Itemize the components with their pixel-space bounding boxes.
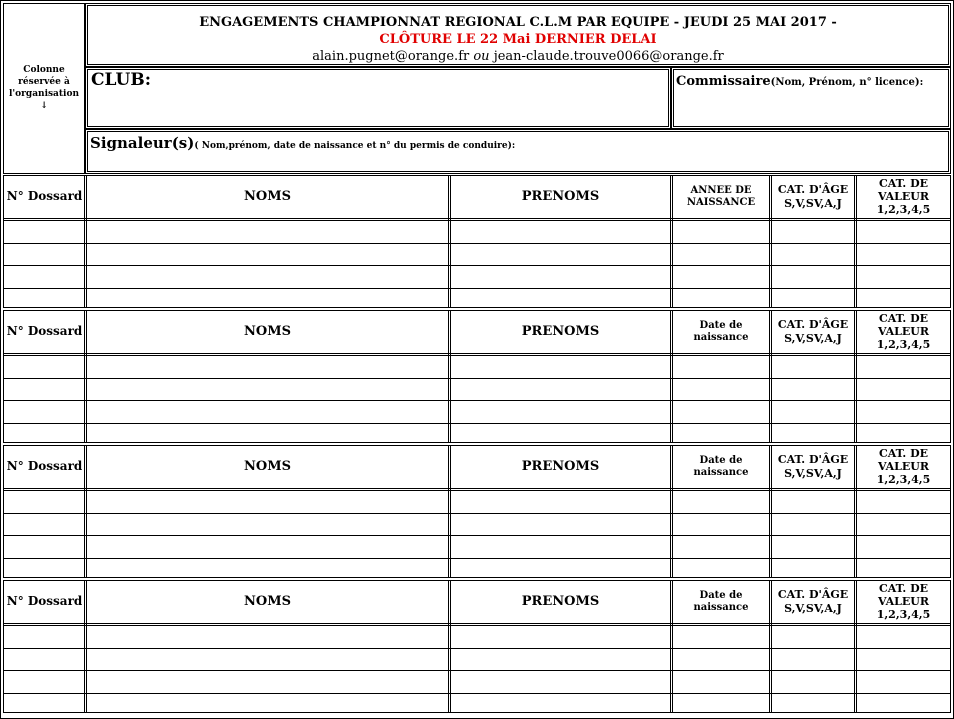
signaleur-hint: ( Nom,prénom, date de naissance et n° du permis de conduire): [194, 141, 516, 151]
entry-cell-date[interactable] [673, 559, 769, 580]
column-header-prenoms [451, 446, 670, 487]
reserved-column-box [3, 3, 85, 174]
email-1[interactable]: alain.pugnet@orange.fr [312, 49, 470, 64]
entry-cell-cat-age[interactable] [772, 266, 854, 287]
column-header-text: CAT. D'ÂGE [777, 453, 849, 467]
entry-cell-cat-age[interactable] [772, 379, 854, 400]
entry-cell-cat-valeur[interactable] [857, 266, 950, 287]
arrow-down-icon: ↓ [40, 101, 48, 111]
reserved-note-line2: réservée à [18, 77, 70, 87]
entry-cell-cat-valeur[interactable] [857, 649, 950, 670]
column-header-cat-age [772, 581, 854, 622]
entry-cell-cat-valeur[interactable] [857, 536, 950, 557]
entry-cell-prenoms[interactable] [451, 514, 670, 535]
contact-emails [88, 49, 948, 64]
entry-cell-cat-age[interactable] [772, 649, 854, 670]
column-header-text: CAT. D'ÂGE [777, 183, 849, 197]
entry-cell-date[interactable] [673, 289, 769, 310]
entry-cell-noms[interactable] [87, 559, 448, 580]
column-header-noms [87, 311, 448, 352]
entry-cell-noms[interactable] [87, 671, 448, 692]
column-header-text: VALEUR [877, 189, 930, 203]
column-header-dossard [5, 446, 84, 487]
entry-cell-cat-valeur[interactable] [857, 356, 950, 377]
column-header-text: 1,2,3,4,5 [876, 203, 931, 217]
entry-cell-prenoms[interactable] [451, 424, 670, 445]
entry-cell-cat-valeur[interactable] [857, 401, 950, 422]
entry-cell-dossard[interactable] [5, 379, 84, 400]
entry-cell-noms[interactable] [87, 649, 448, 670]
email-2[interactable]: jean-claude.trouve0066@orange.fr [493, 49, 724, 64]
entry-cell-date[interactable] [673, 514, 769, 535]
column-header-text: CAT. DE [878, 311, 929, 325]
entry-cell-cat-age[interactable] [772, 221, 854, 242]
entry-cell-prenoms[interactable] [451, 356, 670, 377]
column-header-text: N° Dossard [6, 324, 83, 339]
entry-cell-dossard[interactable] [5, 514, 84, 535]
entry-cell-cat-valeur[interactable] [857, 559, 950, 580]
entry-cell-date[interactable] [673, 671, 769, 692]
column-header-text: CAT. DE [878, 176, 929, 190]
column-header-text: S,V,SV,A,J [784, 601, 842, 615]
column-header-date [673, 446, 769, 487]
reserved-note-line3: l'organisation [8, 89, 80, 99]
column-header-text: 1,2,3,4,5 [876, 608, 931, 622]
entry-cell-dossard[interactable] [5, 289, 84, 310]
column-header-dossard [5, 311, 84, 352]
entry-cell-prenoms[interactable] [451, 694, 670, 715]
column-header-text: CAT. D'ÂGE [777, 588, 849, 602]
entry-cell-dossard[interactable] [5, 491, 84, 512]
column-header-text: CAT. DE [878, 581, 929, 595]
entry-cell-noms[interactable] [87, 266, 448, 287]
header-divider [3, 623, 951, 624]
column-header-cat-age [772, 446, 854, 487]
column-header-text: VALEUR [877, 594, 930, 608]
entry-cell-noms[interactable] [87, 379, 448, 400]
column-header-cat-valeur [857, 581, 950, 622]
entry-cell-cat-age[interactable] [772, 424, 854, 445]
column-header-text: Date de [699, 589, 743, 601]
column-header-cat-age [772, 311, 854, 352]
column-header-text: 1,2,3,4,5 [876, 473, 931, 487]
club-field[interactable] [85, 67, 671, 129]
entry-cell-date[interactable] [673, 491, 769, 512]
column-header-text: naissance [693, 331, 749, 343]
column-header-text: CAT. D'ÂGE [777, 318, 849, 332]
entry-cell-cat-valeur[interactable] [857, 694, 950, 715]
entry-cell-cat-valeur[interactable] [857, 244, 950, 265]
entry-cell-dossard[interactable] [5, 649, 84, 670]
entry-cell-prenoms[interactable] [451, 559, 670, 580]
column-header-dossard [5, 581, 84, 622]
column-header-cat-age [772, 176, 854, 217]
entry-cell-noms[interactable] [87, 626, 448, 647]
column-header-text: NOMS [244, 188, 291, 204]
column-header-prenoms [451, 176, 670, 217]
header-divider [3, 488, 951, 489]
column-header-text: Date de [699, 454, 743, 466]
column-header-text: N° Dossard [6, 594, 83, 609]
column-header-text: NOMS [244, 323, 291, 339]
column-header-cat-valeur [857, 311, 950, 352]
entry-cell-date[interactable] [673, 379, 769, 400]
entry-cell-cat-age[interactable] [772, 536, 854, 557]
column-header-noms [87, 581, 448, 622]
entry-cell-noms[interactable] [87, 514, 448, 535]
column-header-text: CAT. DE [878, 446, 929, 460]
entry-cell-prenoms[interactable] [451, 626, 670, 647]
signaleur-label-group [90, 133, 515, 152]
column-header-text: naissance [693, 601, 749, 613]
column-header-text: PRENOMS [521, 188, 600, 204]
entry-cell-date[interactable] [673, 266, 769, 287]
column-header-prenoms [451, 581, 670, 622]
club-label: CLUB: [91, 70, 152, 90]
entry-cell-dossard[interactable] [5, 694, 84, 715]
entry-cell-dossard[interactable] [5, 356, 84, 377]
entry-cell-prenoms[interactable] [451, 536, 670, 557]
entry-cell-cat-age[interactable] [772, 491, 854, 512]
entry-cell-prenoms[interactable] [451, 649, 670, 670]
entry-cell-dossard[interactable] [5, 424, 84, 445]
entry-cell-noms[interactable] [87, 221, 448, 242]
column-header-text: S,V,SV,A,J [784, 196, 842, 210]
entry-cell-cat-valeur[interactable] [857, 491, 950, 512]
entry-cell-dossard[interactable] [5, 244, 84, 265]
entry-cell-dossard[interactable] [5, 221, 84, 242]
entry-cell-cat-age[interactable] [772, 514, 854, 535]
entry-cell-noms[interactable] [87, 356, 448, 377]
column-header-text: PRENOMS [521, 323, 600, 339]
column-header-date [673, 581, 769, 622]
column-header-prenoms [451, 311, 670, 352]
header-divider [3, 353, 951, 354]
event-title: ENGAGEMENTS CHAMPIONNAT REGIONAL C.L.M PAR EQUIPE - JEUDI 25 MAI 2017 - [199, 15, 837, 30]
column-header-text: N° Dossard [6, 459, 83, 474]
entry-cell-cat-valeur[interactable] [857, 379, 950, 400]
signaleur-label: Signaleur(s) [90, 134, 195, 152]
column-header-noms [87, 446, 448, 487]
entry-cell-noms[interactable] [87, 694, 448, 715]
entry-cell-noms[interactable] [87, 244, 448, 265]
deadline-text: CLÔTURE LE 22 Mai DERNIER DELAI [379, 32, 657, 47]
commissaire-field[interactable] [671, 67, 951, 129]
column-header-text: VALEUR [877, 324, 930, 338]
entry-cell-prenoms[interactable] [451, 401, 670, 422]
entry-cell-dossard[interactable] [5, 536, 84, 557]
column-header-cat-valeur [857, 176, 950, 217]
column-header-text: PRENOMS [521, 593, 600, 609]
entry-cell-cat-age[interactable] [772, 401, 854, 422]
entry-cell-cat-age[interactable] [772, 694, 854, 715]
entry-cell-cat-age[interactable] [772, 244, 854, 265]
column-header-text: Date de [699, 319, 743, 331]
entry-cell-date[interactable] [673, 626, 769, 647]
column-header-text: S,V,SV,A,J [784, 466, 842, 480]
title-box [85, 3, 951, 67]
entry-cell-cat-valeur[interactable] [857, 221, 950, 242]
entry-cell-date[interactable] [673, 221, 769, 242]
entry-cell-prenoms[interactable] [451, 221, 670, 242]
entry-cell-date[interactable] [673, 694, 769, 715]
entry-cell-cat-valeur[interactable] [857, 424, 950, 445]
column-header-text: N° Dossard [6, 189, 83, 204]
entry-cell-cat-age[interactable] [772, 356, 854, 377]
entry-cell-cat-age[interactable] [772, 559, 854, 580]
column-header-text: NOMS [244, 458, 291, 474]
entry-cell-noms[interactable] [87, 491, 448, 512]
entry-cell-date[interactable] [673, 649, 769, 670]
entry-cell-prenoms[interactable] [451, 671, 670, 692]
entry-cell-dossard[interactable] [5, 559, 84, 580]
entry-cell-prenoms[interactable] [451, 244, 670, 265]
commissaire-label-group [676, 70, 923, 89]
commissaire-hint: (Nom, Prénom, n° licence): [770, 77, 924, 88]
entry-cell-dossard[interactable] [5, 401, 84, 422]
column-header-text: naissance [693, 466, 749, 478]
entry-cell-cat-valeur[interactable] [857, 626, 950, 647]
header-divider [3, 218, 951, 219]
column-header-text: PRENOMS [521, 458, 600, 474]
entry-cell-dossard[interactable] [5, 266, 84, 287]
column-header-text: NAISSANCE [686, 196, 756, 208]
entry-cell-dossard[interactable] [5, 626, 84, 647]
column-header-text: VALEUR [877, 459, 930, 473]
entry-cell-date[interactable] [673, 424, 769, 445]
entry-cell-prenoms[interactable] [451, 266, 670, 287]
column-header-text: S,V,SV,A,J [784, 331, 842, 345]
column-header-text: NOMS [244, 593, 291, 609]
column-header-noms [87, 176, 448, 217]
entry-cell-dossard[interactable] [5, 671, 84, 692]
column-header-cat-valeur [857, 446, 950, 487]
signaleur-field[interactable] [85, 129, 951, 174]
entry-cell-cat-age[interactable] [772, 671, 854, 692]
entry-cell-cat-valeur[interactable] [857, 289, 950, 310]
entry-cell-noms[interactable] [87, 536, 448, 557]
column-header-dossard [5, 176, 84, 217]
email-separator: ou [473, 49, 490, 64]
entry-cell-prenoms[interactable] [451, 491, 670, 512]
entry-cell-noms[interactable] [87, 289, 448, 310]
entry-cell-prenoms[interactable] [451, 379, 670, 400]
entry-cell-date[interactable] [673, 356, 769, 377]
reserved-note-line1: Colonne [23, 65, 65, 75]
entry-cell-prenoms[interactable] [451, 289, 670, 310]
column-header-date [673, 176, 769, 217]
column-header-date [673, 311, 769, 352]
commissaire-label: Commissaire [676, 74, 771, 89]
column-header-text: ANNEE DE [690, 184, 752, 196]
entry-cell-date[interactable] [673, 401, 769, 422]
entry-cell-date[interactable] [673, 536, 769, 557]
entry-cell-cat-age[interactable] [772, 289, 854, 310]
entry-cell-date[interactable] [673, 244, 769, 265]
entry-cell-cat-valeur[interactable] [857, 514, 950, 535]
entry-cell-noms[interactable] [87, 401, 448, 422]
column-header-text: 1,2,3,4,5 [876, 338, 931, 352]
entry-cell-cat-age[interactable] [772, 626, 854, 647]
entry-cell-noms[interactable] [87, 424, 448, 445]
entry-cell-cat-valeur[interactable] [857, 671, 950, 692]
